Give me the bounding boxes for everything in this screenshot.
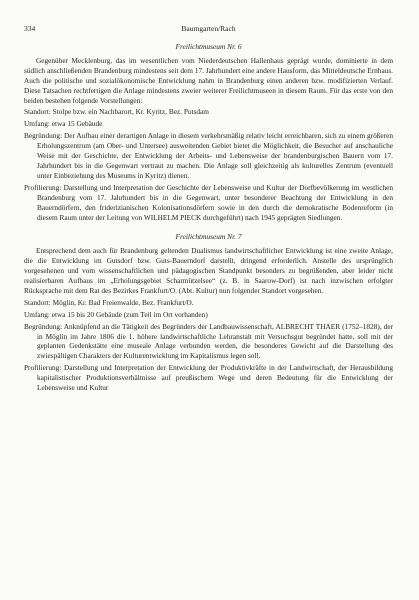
standort-museum-6: Standort: Stolpe bzw. ein Nachbarort, Kr. Kyritz, Bez. Potsdam bbox=[24, 107, 209, 117]
section-title-museum-7: Freilichtmuseum Nr. 7 bbox=[175, 232, 242, 242]
page-content bbox=[24, 42, 393, 393]
page-header bbox=[24, 24, 393, 36]
section-gap bbox=[24, 222, 393, 232]
page-number: 334 bbox=[24, 24, 36, 33]
standort-museum-7: Standort: Möglin, Kr. Bad Freienwalde, Bez. Frankfurt/O. bbox=[24, 297, 194, 307]
begruendung-museum-7: Begründung: Anknüpfend an die Tätigkeit des Begründers der Landbauwissenschaft, ALBRECHT THAER (1752–1828), der in Möglin im Jahre 1806 die 1. höhere landwirtschaftliche Lehranstalt mit Versuchsgut begründet hatte, soll mit der geplanten Gedenkstätte eine museale Anlage verbunden werden, die besonderes Gewicht auf die Darstellung des zwiespältigen Charakters der Kulturentwicklung im Kapitalismus legen soll. bbox=[24, 321, 393, 361]
begruendung-museum-6: Begründung: Der Aufbau einer derartigen Anlage in diesem verkehrsmäßig relativ leicht erreichbaren, sich zu einem größeren Erholungszentrum (am Ober- und Untersee) ausweitenden Gebiet bietet die Möglichkeit, die Besucher auf anschauliche Weise mit der Geschichte, der Entwicklung der Arbeits- und Lebensweise der brandenburgischen Bauern vom 17. Jahrhundert bis in die Gegenwart vertraut zu machen. Die Anlage soll gleichzeitig als kulturelles Zentrum (eventuell unter Einbeziehung des Museums in Kyritz) dienen. bbox=[24, 131, 393, 180]
section-title-museum-6: Freilichtmuseum Nr. 6 bbox=[175, 42, 242, 51]
section-intro-museum-7: Entsprechend dem auch für Brandenburg geltenden Dualismus landwirtschaftlicher Entwicklung ist eine zweite Anlage, die die Entwicklung im Gutsdorf bzw. Guts-Bauerndorf darstellt, dringend erforderlich. Anstelle des ursprünglich vorgesehenen und vom wissenschaftlichen und pädagogischen Standpunkt besonders zu begrüßenden, aber leider nicht realisierbaren Aufbaus im „Erholungsgebiet Scharmützelsee“ (z. B. in Saarow-Dorf) ist nach inzwischen erfolgter Rücksprache mit dem Rat des Bezirkes Frankfurt/O. (Abt. Kultur) nun folgender Standort vorgesehen. bbox=[24, 246, 393, 295]
umfang-museum-7: Umfang: etwa 15 bis 20 Gebäude (zum Teil im Ort vorhanden) bbox=[24, 309, 208, 319]
running-head: Baumgarten/Rach bbox=[181, 24, 236, 33]
profilierung-museum-7: Profilierung: Darstellung und Interpretation der Entwicklung der Produktivkräfte in der Landwirtschaft, der Herausbildung kapitalistischer Produktionsverhältnisse auf preußischem Wege und deren Bedeutung für die Entwicklung der Lebensweise und Kultur bbox=[24, 363, 393, 393]
section-intro-museum-6: Gegenüber Mecklenburg, das im wesentlichen vom Niederdeutschen Hallenhaus geprägt wurde, dominierte in dem südlich anschließenden Brandenburg mindestens seit dem 17. Jahrhundert eine andere Hausform, das Mitteldeutsche Ernhaus. Auch die politische und sozialökonomische Entwicklung nahm in Brandenburg einen anderen bzw. modifizierten Verlauf. Diese Tatsachen rechtfertigen die Anlage mindestens zweier weiterer Freilichtmuseen in diesem Raum. Für das erste von den beiden bestehen folgende Vorstellungen: bbox=[24, 55, 393, 105]
profilierung-museum-6: Profilierung: Darstellung und Interpretation der Geschichte der Lebensweise und Kultur der Dorfbevölkerung im westlichen Brandenburg vom 17. Jahrhundert bis in die Gegenwart, unter besonderer Beachtung der Entwicklung in den Bauerndörfern, den friderizianischen Kolonisationsdörfern sowie in den durch die demokratische Bodenreform (in diesem Raum unter der Leitung von WILHELM PIECK durchgeführt) nach 1945 geprägten Siedlungen. bbox=[24, 182, 393, 222]
umfang-museum-6: Umfang: etwa 15 Gebäude bbox=[24, 119, 103, 129]
